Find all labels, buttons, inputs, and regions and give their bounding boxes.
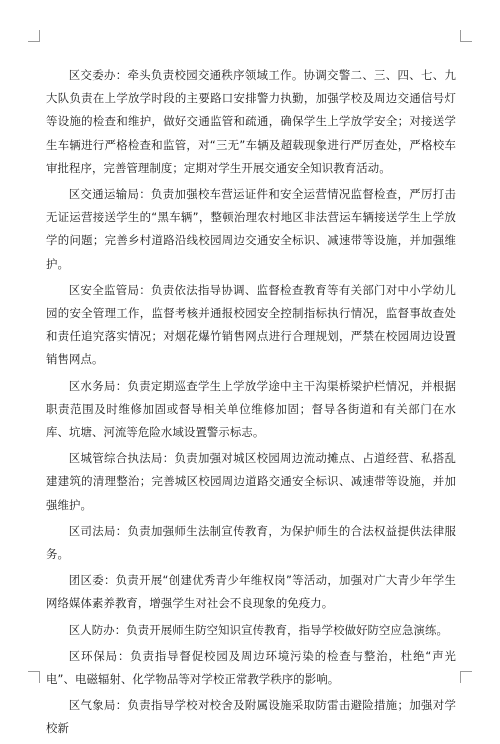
paragraph-traffic-committee: 区交委办：牵头负责校园交通秩序领域工作。协调交警二、三、四、七、九大队负责在上学放学时段的主要路口安排警力执勤，加强学校及周边交通信号灯等设施的检查和维护，做好交通监管和疏通，确保学生上学放学安全；对接送学生车辆进行严格检查和监管，对“三无”车辆及超载现象进行严厉查处，严格校车审批程序，完善管理制度；定期对学生开展交通安全知识教育活动。 — [46, 68, 456, 175]
paragraph-justice-bureau: 区司法局：负责加强师生法制宣传教育，为保护师生的合法权益提供法律服务。 — [46, 523, 456, 562]
paragraph-transport-bureau: 区交通运输局：负责加强校车营运证件和安全运营情况监督检查，严厉打击无证运营接送学生的“黑车辆”，整顿治理农村地区非法营运车辆接送学生上学放学的问题；完善乡村道路沿线校园周边交通安全标识、减速带等设施，并加强维护。 — [46, 187, 456, 271]
paragraph-safety-supervision: 区安全监管局：负责依法指导协调、监督检查教育等有关部门对中小学幼儿园的安全管理工作，监督考核并通报校园安全控制指标执行情况，监督事故查处和责任追究落实情况；对烟花爆竹销售网点进行合理规划，严禁在校园周边设置销售网点。 — [46, 282, 456, 367]
paragraph-urban-management: 区城管综合执法局：负责加强对城区校园周边流动摊点、占道经营、私搭乱建建筑的清理整治；完善城区校园周边道路交通安全标识、减速带等设施，并加强维护。 — [46, 451, 456, 512]
document-body — [46, 64, 456, 744]
crop-mark-top-right — [460, 30, 472, 42]
crop-mark-bottom-left — [28, 671, 40, 683]
paragraph-water-affairs: 区水务局：负责定期巡查学生上学放学途中主干沟渠桥梁护栏情况，并根据职责范围及时维修加固或督导相关单位维修加固；督导各街道和有关部门在水库、坑塘、河流等危险水域设置警示标志。 — [46, 378, 456, 440]
paragraph-meteorological-bureau: 区气象局：负责指导学校对校舍及附属设施采取防雷击避险措施；加强对学校新 — [46, 698, 456, 736]
paragraph-civil-air-defense: 区人防办：负责开展师生防空知识宣传教育，指导学校做好防空应急演练。 — [68, 622, 448, 637]
paragraph-youth-league: 团区委：负责开展“创建优秀青少年维权岗”等活动，加强对广大青少年学生网络媒体素养教育，增强学生对社会不良现象的免疫力。 — [46, 573, 456, 611]
crop-mark-top-left — [28, 30, 40, 42]
paragraph-environmental-protection: 区环保局：负责指导督促校园及周边环境污染的检查与整治，杜绝“声光电”、电磁辐射、化学物品等对学校正常教学秩序的影响。 — [46, 648, 456, 687]
crop-mark-bottom-right — [460, 671, 472, 683]
